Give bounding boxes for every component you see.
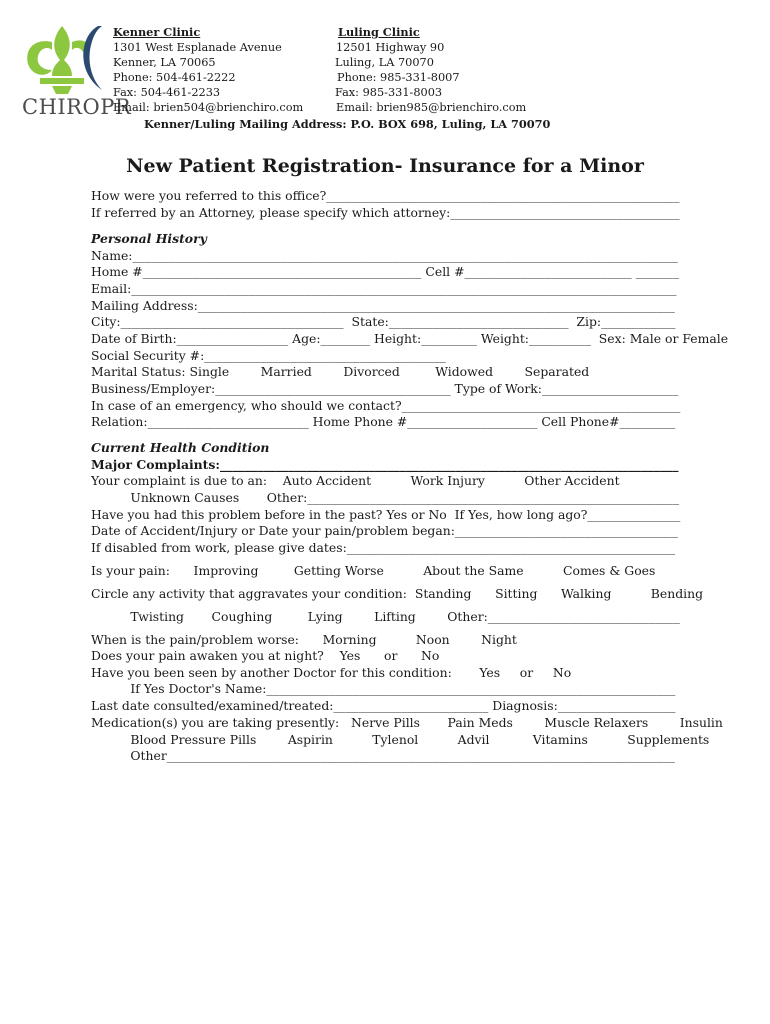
- form-line: If referred by an Attorney, please specify which attorney:_____________________________________: [91, 205, 680, 220]
- form-line: Major Complaints:__________________________________________________________________________: [91, 457, 679, 472]
- luling-fax: Fax: 985-331-8003: [335, 86, 443, 99]
- form-line: How were you referred to this office?_________________________________________________________: [91, 188, 680, 203]
- form-line: Relation:__________________________ Home Phone #_____________________ Cell Phone#_________: [91, 414, 676, 429]
- form-line: Is your pain: Improving Getting Worse About the Same Comes & Goes: [91, 563, 656, 578]
- form-line: Personal History: [91, 231, 207, 246]
- mailing-address: Kenner/Luling Mailing Address: P.O. BOX 698, Luling, LA 70070: [144, 117, 551, 131]
- form-line: Unknown Causes Other:____________________________________________________________: [91, 490, 680, 505]
- form-line: Marital Status: Single Married Divorced Widowed Separated: [91, 364, 590, 379]
- form-line: Social Security #:_______________________________________: [91, 348, 446, 363]
- form-line: In case of an emergency, who should we contact?_____________________________________________: [91, 398, 681, 413]
- form-line: If disabled from work, please give dates:_____________________________________________________: [91, 540, 676, 555]
- kenner-email: Email: brien504@brienchiro.com: [113, 101, 304, 114]
- luling-phone: Phone: 985-331-8007: [337, 71, 460, 84]
- form-line: Home #_____________________________________________ Cell #___________________________ _______: [91, 264, 680, 279]
- luling-city: Luling, LA 70070: [335, 56, 434, 69]
- kenner-address: 1301 West Esplanade Avenue: [113, 41, 282, 54]
- kenner-clinic-name: Kenner Clinic: [113, 25, 201, 39]
- logo-wordmark: CHIROPR: [22, 95, 132, 119]
- luling-address: 12501 Highway 90: [336, 41, 445, 54]
- form-line: Have you been seen by another Doctor for this condition: Yes or No: [91, 665, 572, 680]
- form-line: If Yes Doctor's Name:__________________________________________________________________: [91, 681, 676, 696]
- form-line: City:____________________________________ State:_____________________________ Zip:____________: [91, 314, 676, 329]
- form-line: Business/Employer:______________________________________ Type of Work:______________________: [91, 381, 679, 396]
- luling-email: Email: brien985@brienchiro.com: [336, 101, 527, 114]
- luling-clinic-name: Luling Clinic: [338, 25, 420, 39]
- form-line: Name:________________________________________________________________________________________: [91, 248, 678, 263]
- form-line: Date of Accident/Injury or Date your pain/problem began:____________________________________: [91, 523, 678, 538]
- form-line: Does your pain awaken you at night? Yes or No: [91, 648, 440, 663]
- form-line: Email:________________________________________________________________________________________: [91, 281, 677, 296]
- form-line: Last date consulted/examined/treated:_________________________ Diagnosis:___________________: [91, 698, 676, 713]
- form-line: Twisting Coughing Lying Lifting Other:_______________________________: [91, 609, 680, 624]
- kenner-phone: Phone: 504-461-2222: [113, 71, 236, 84]
- form-line: Blood Pressure Pills Aspirin Tylenol Advil Vitamins Supplements: [91, 732, 710, 747]
- form-line: Your complaint is due to an: Auto Accident Work Injury Other Accident: [91, 473, 620, 488]
- form-line: Other__________________________________________________________________________________: [91, 748, 675, 763]
- form-line: Current Health Condition: [91, 440, 270, 455]
- form-line: When is the pain/problem worse: Morning Noon Night: [91, 632, 517, 647]
- form-line: Mailing Address:_____________________________________________________________________________: [91, 298, 675, 313]
- form-line: Have you had this problem before in the past? Yes or No If Yes, how long ago?_______________: [91, 507, 681, 522]
- kenner-fax: Fax: 504-461-2233: [113, 86, 221, 99]
- form-line: Medication(s) you are taking presently: Nerve Pills Pain Meds Muscle Relaxers Insulin: [91, 715, 723, 730]
- form-line: Date of Birth:__________________ Age:________ Height:_________ Weight:__________ Sex: Male or Female: [91, 331, 729, 346]
- kenner-city: Kenner, LA 70065: [113, 56, 216, 69]
- form-title: New Patient Registration- Insurance for a Minor: [126, 155, 644, 177]
- form-line: Circle any activity that aggravates your condition: Standing Sitting Walking Bending: [91, 586, 704, 601]
